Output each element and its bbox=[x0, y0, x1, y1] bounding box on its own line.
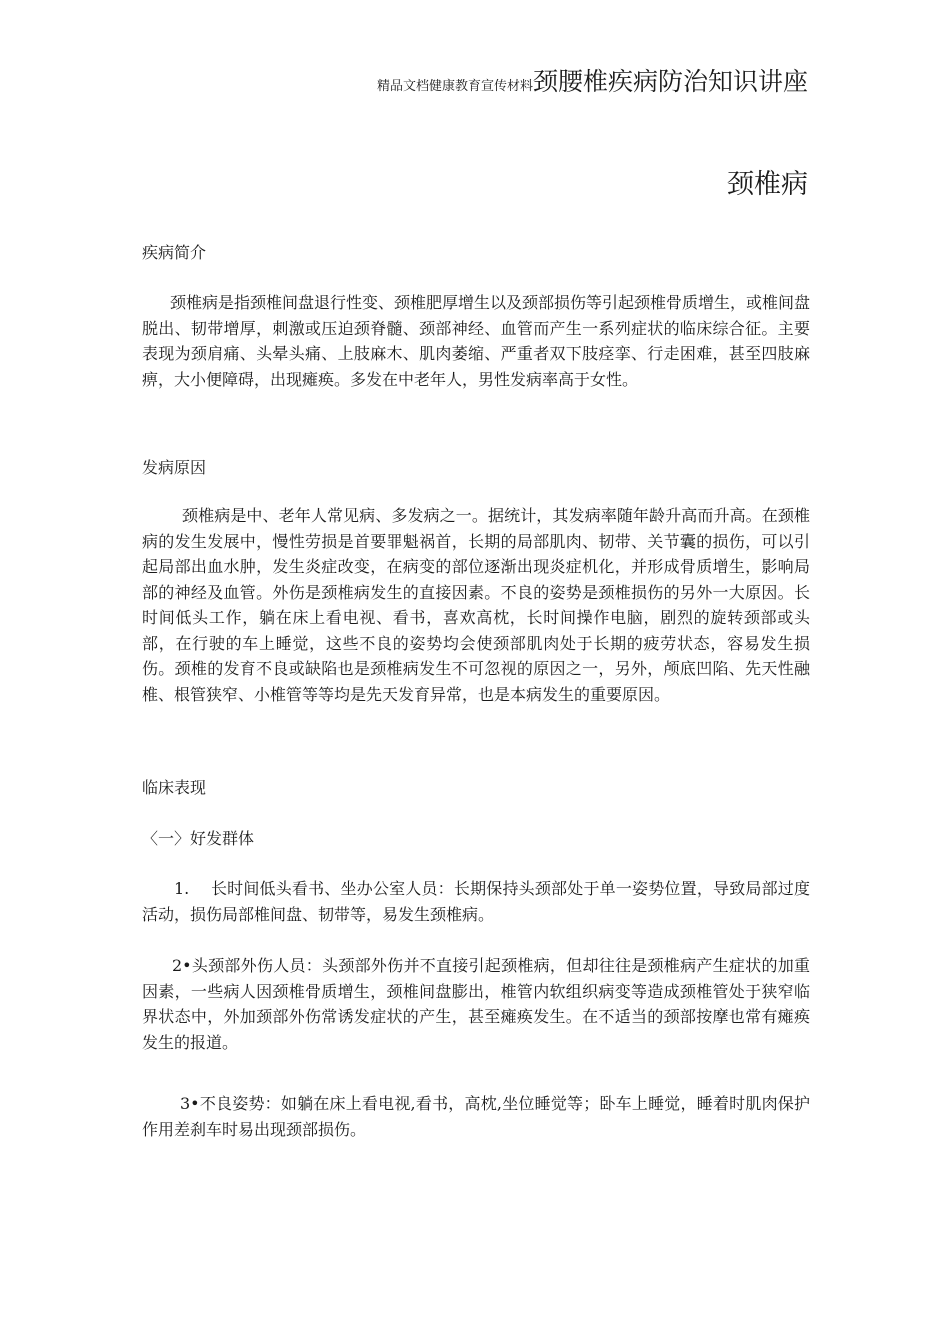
clinical-heading: 临床表现 bbox=[142, 778, 207, 797]
cause-heading: 发病原因 bbox=[142, 458, 207, 477]
section-title: 颈椎病 bbox=[727, 169, 808, 200]
list-item-1: 1. 长时间低头看书、坐办公室人员：长期保持头颈部处于单一姿势位置，导致局部过度活动，损伤局部椎间盘、韧带等，易发生颈椎病。 bbox=[142, 879, 810, 924]
list-item-3: 3•不良姿势：如躺在床上看电视,看书，高枕,坐位睡觉等；卧车上睡觉，睡着时肌肉保护作用差刹车时易出现颈部损伤。 bbox=[142, 1094, 810, 1139]
header-small-text: 精品文档健康教育宣传材料 bbox=[376, 79, 533, 94]
page-header bbox=[377, 62, 808, 98]
intro-paragraph: 颈椎病是指颈椎间盘退行性变、颈椎肥厚增生以及颈部损伤等引起颈椎骨质增生，或椎间盘脱出、韧带增厚，刺激或压迫颈脊髓、颈部神经、血管而产生一系列症状的临床综合征。主要表现为颈肩痛、头晕头痛、上肢麻木、肌肉萎缩、严重者双下肢痉挛、行走困难，甚至四肢麻痹，大小便障碍，出现瘫痪。多发在中老年人，男性发病率高于女性。 bbox=[142, 293, 811, 389]
header-main-title: 颈腰椎疾病防治知识讲座 bbox=[532, 67, 808, 96]
cause-paragraph: 颈椎病是中、老年人常见病、多发病之一。据统计，其发病率随年龄升高而升高。在颈椎病的发生发展中，慢性劳损是首要罪魁祸首，长期的局部肌肉、韧带、关节囊的损伤，可以引起局部出血水肿，发生炎症改变，在病变的部位逐渐出现炎症机化，并形成骨质增生，影响局部的神经及血管。外伤是颈椎病发生的直接因素。不良的姿势是颈椎损伤的另外一大原因。长时间低头工作，躺在床上看电视、看书，喜欢高枕，长时间操作电脑，剧烈的旋转颈部或头部，在行驶的车上睡觉，这些不良的姿势均会使颈部肌肉处于长期的疲劳状态，容易发生损伤。颈椎的发育不良或缺陷也是颈椎病发生不可忽视的原因之一，另外，颅底凹陷、先天性融椎、根管狭窄、小椎管等等均是先天发育异常，也是本病发生的重要原因。 bbox=[142, 506, 810, 704]
group-heading: 〈一〉好发群体 bbox=[142, 829, 255, 848]
intro-heading: 疾病简介 bbox=[142, 243, 207, 262]
list-item-2: 2•头颈部外伤人员：头颈部外伤并不直接引起颈椎病，但却往往是颈椎病产生症状的加重因素，一些病人因颈椎骨质增生，颈椎间盘膨出，椎管内软组织病变等造成颈椎管处于狭窄临界状态中，外加颈部外伤常诱发症状的产生，甚至瘫痪发生。在不适当的颈部按摩也常有瘫痪发生的报道。 bbox=[142, 956, 810, 1052]
